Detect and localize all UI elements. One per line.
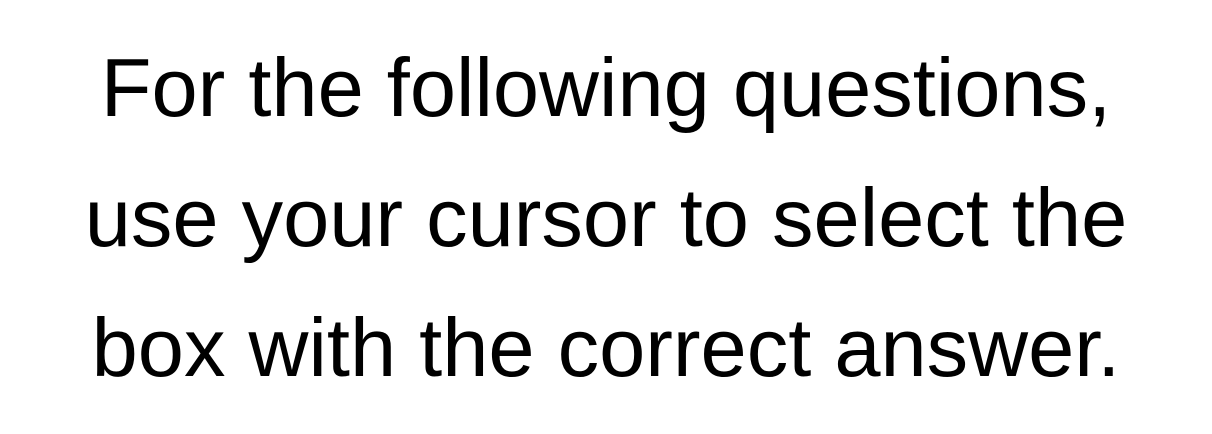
instruction-line-1: For the following questions, bbox=[100, 41, 1112, 134]
instruction-line-3: box with the correct answer. bbox=[91, 301, 1121, 394]
instruction-line-2: use your cursor to select the bbox=[84, 171, 1128, 264]
